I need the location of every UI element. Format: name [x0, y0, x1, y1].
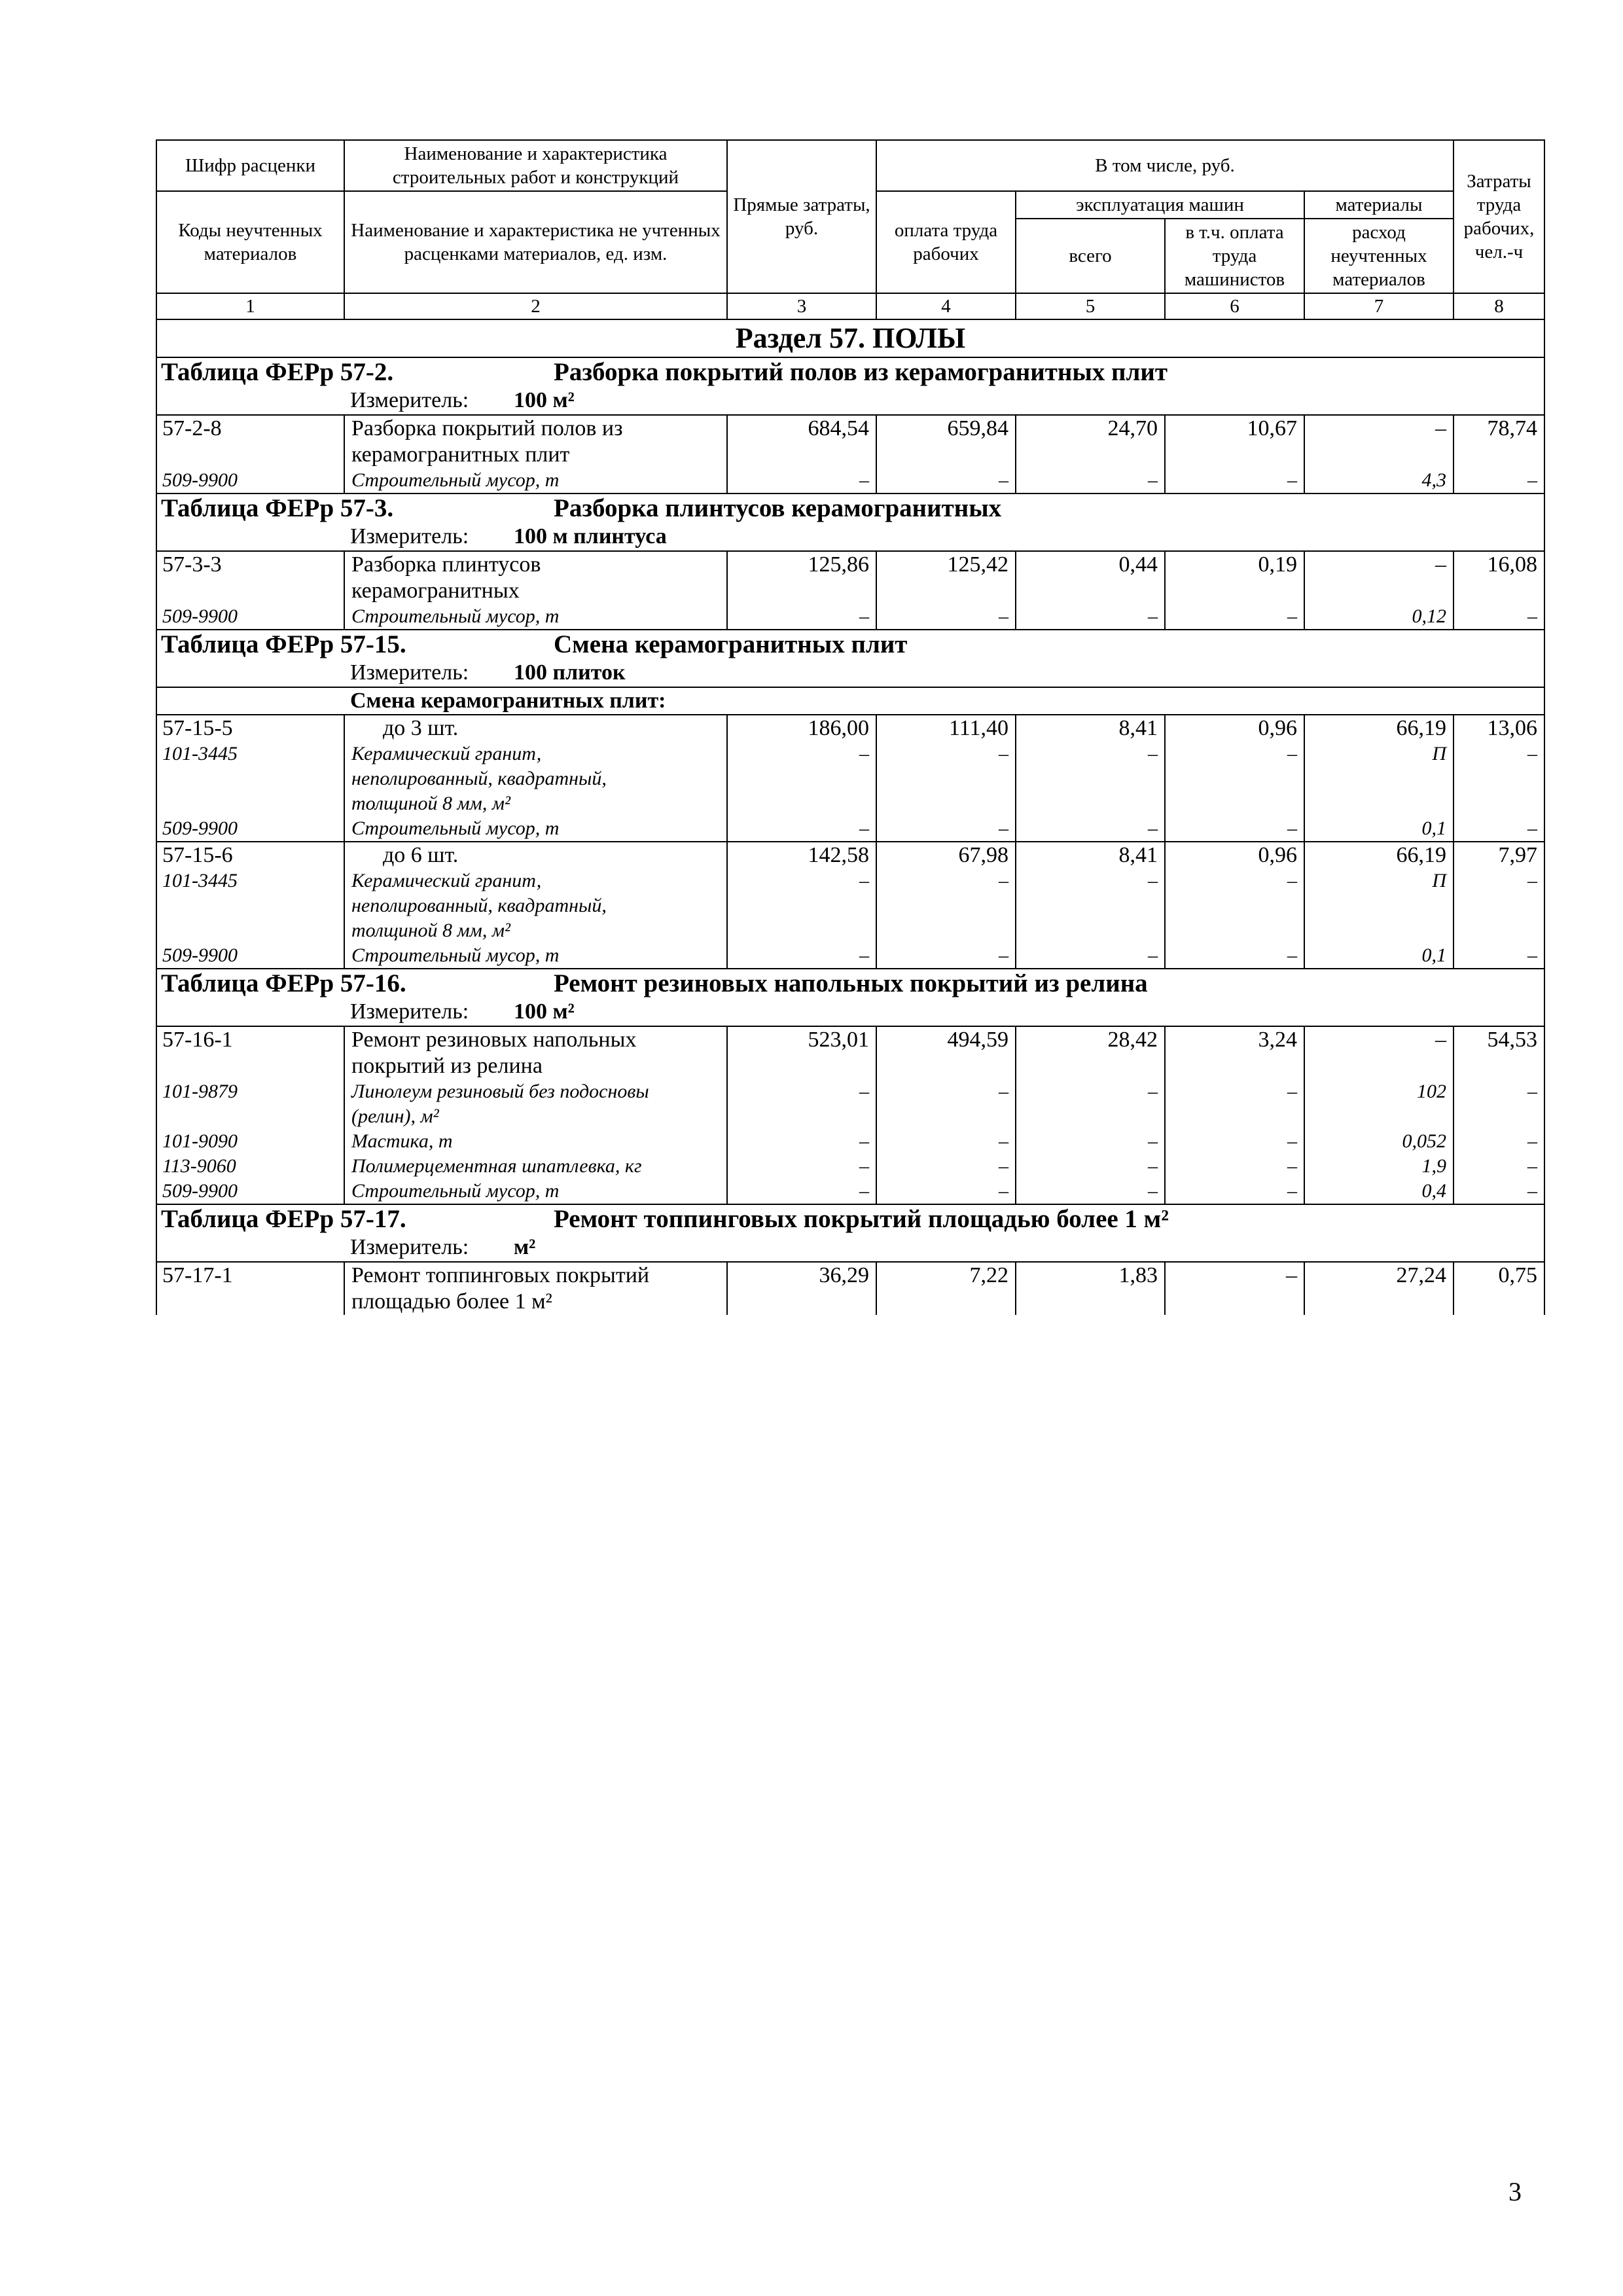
work-name: керамогранитных [344, 578, 727, 604]
value-cell: 4,3 [1304, 468, 1454, 493]
value-cell [1454, 1289, 1544, 1315]
value-cell: – [1165, 943, 1304, 969]
material-code [156, 791, 344, 816]
table-heading-row [156, 357, 1544, 415]
table-heading [156, 630, 1544, 687]
value-cell: – [727, 1179, 876, 1204]
material-code: 509-9900 [156, 816, 344, 842]
col-number: 1 [156, 293, 344, 319]
value-cell [1016, 578, 1165, 604]
value-cell [1304, 766, 1454, 791]
table-code: Таблица ФЕРр 57-2. [161, 358, 394, 386]
rate-code: 57-15-6 [156, 842, 344, 869]
value-cell [1165, 442, 1304, 468]
unit-line [157, 523, 1544, 550]
value-cell [727, 578, 876, 604]
section-title: Раздел 57. ПОЛЫ [156, 319, 1544, 357]
value-cell [1454, 1104, 1544, 1129]
material-row [156, 791, 1544, 816]
value-cell: – [876, 943, 1016, 969]
value-cell: 0,052 [1304, 1129, 1454, 1154]
material-row [156, 604, 1544, 630]
material-row [156, 893, 1544, 918]
material-name: (релин), м² [344, 1104, 727, 1129]
value-cell: – [1454, 468, 1544, 493]
work-name: до 3 шт. [344, 715, 727, 742]
material-name: Керамический гранит, [344, 742, 727, 766]
work-name: Ремонт топпинговых покрытий [344, 1262, 727, 1289]
value-cell: – [876, 1154, 1016, 1179]
rate-row [156, 842, 1544, 869]
value-cell [727, 1104, 876, 1129]
material-name: Строительный мусор, т [344, 468, 727, 493]
material-name: Мастика, т [344, 1129, 727, 1154]
rate-code: 57-16-1 [156, 1026, 344, 1053]
page-number: 3 [1508, 2177, 1522, 2206]
value-cell: 494,59 [876, 1026, 1016, 1053]
value-cell: – [876, 468, 1016, 493]
work-name: до 6 шт. [344, 842, 727, 869]
value-cell: – [876, 1129, 1016, 1154]
unit-label: Измеритель: [350, 660, 469, 685]
material-row [156, 869, 1544, 893]
material-code [156, 1104, 344, 1129]
value-cell: 8,41 [1016, 842, 1165, 869]
header-labor-pay: оплата труда рабочих [876, 191, 1016, 293]
value-cell: 16,08 [1454, 551, 1544, 578]
rate-code [156, 578, 344, 604]
value-cell: – [727, 742, 876, 766]
value-cell [876, 1289, 1016, 1315]
value-cell: 0,19 [1165, 551, 1304, 578]
value-cell [1016, 766, 1165, 791]
value-cell [727, 1289, 876, 1315]
col-number: 7 [1304, 293, 1454, 319]
value-cell: 186,00 [727, 715, 876, 742]
work-name: Разборка покрытий полов из [344, 415, 727, 442]
table-title: Ремонт резиновых напольных покрытий из релина [554, 969, 1148, 997]
unit-value: м² [514, 1235, 536, 1259]
material-row [156, 468, 1544, 493]
value-cell: 36,29 [727, 1262, 876, 1289]
header-labor-costs: Затраты труда рабочих, чел.-ч [1454, 140, 1544, 293]
value-cell [1016, 1289, 1165, 1315]
value-cell: 78,74 [1454, 415, 1544, 442]
value-cell [1165, 578, 1304, 604]
value-cell: 27,24 [1304, 1262, 1454, 1289]
material-code [156, 893, 344, 918]
value-cell [1304, 791, 1454, 816]
table-heading-row [156, 969, 1544, 1026]
table-title: Ремонт топпинговых покрытий площадью более 1 м² [554, 1205, 1169, 1233]
unit-line [157, 1234, 1544, 1261]
value-cell: 8,41 [1016, 715, 1165, 742]
value-cell [876, 766, 1016, 791]
value-cell: – [1454, 1179, 1544, 1204]
value-cell [1454, 893, 1544, 918]
material-name: Строительный мусор, т [344, 816, 727, 842]
value-cell: 125,42 [876, 551, 1016, 578]
value-cell: – [1016, 1154, 1165, 1179]
value-cell: 1,9 [1304, 1154, 1454, 1179]
value-cell: 0,4 [1304, 1179, 1454, 1204]
unit-value: 100 м² [514, 999, 575, 1024]
table-code: Таблица ФЕРр 57-3. [161, 494, 394, 522]
value-cell: – [1454, 742, 1544, 766]
work-name: керамогранитных плит [344, 442, 727, 468]
header-material-names: Наименование и характеристика не учтенных расценками материалов, ед. изм. [344, 191, 727, 293]
material-name: Полимерцементная шпатлевка, кг [344, 1154, 727, 1179]
value-cell: П [1304, 869, 1454, 893]
header-material-codes: Коды неучтенных материалов [156, 191, 344, 293]
value-cell [727, 893, 876, 918]
value-cell: 24,70 [1016, 415, 1165, 442]
value-cell [1016, 918, 1165, 943]
material-code [156, 918, 344, 943]
table-heading [156, 493, 1544, 551]
material-row [156, 1179, 1544, 1204]
material-code: 101-3445 [156, 742, 344, 766]
value-cell: – [1165, 742, 1304, 766]
value-cell: 0,1 [1304, 816, 1454, 842]
value-cell [1304, 442, 1454, 468]
value-cell: – [727, 869, 876, 893]
material-code: 509-9900 [156, 943, 344, 969]
work-name: Ремонт резиновых напольных [344, 1026, 727, 1053]
unit-line [157, 998, 1544, 1026]
material-code: 101-9090 [156, 1129, 344, 1154]
value-cell [1165, 791, 1304, 816]
material-name: Строительный мусор, т [344, 1179, 727, 1204]
work-name: площадью более 1 м² [344, 1289, 727, 1315]
value-cell [1165, 1104, 1304, 1129]
value-cell [727, 1053, 876, 1079]
value-cell [1016, 442, 1165, 468]
col-number: 5 [1016, 293, 1165, 319]
value-cell: 7,97 [1454, 842, 1544, 869]
value-cell: – [1016, 742, 1165, 766]
table-heading [156, 1204, 1544, 1262]
rate-code: 57-15-5 [156, 715, 344, 742]
value-cell: – [727, 1079, 876, 1104]
table-heading-line [157, 494, 1544, 523]
value-cell [876, 578, 1016, 604]
table-title: Разборка плинтусов керамогранитных [554, 494, 1002, 522]
value-cell: – [1304, 1026, 1454, 1053]
material-code: 101-3445 [156, 869, 344, 893]
table-heading-row [156, 630, 1544, 687]
header-direct-costs: Прямые затраты, руб. [727, 140, 876, 293]
group-title: Смена керамогранитных плит: [156, 687, 1544, 715]
value-cell: – [1016, 604, 1165, 630]
rate-row [156, 1026, 1544, 1053]
value-cell [876, 893, 1016, 918]
value-cell: – [876, 604, 1016, 630]
rate-row-continuation [156, 1289, 1544, 1315]
value-cell: – [1454, 604, 1544, 630]
value-cell: 111,40 [876, 715, 1016, 742]
table-heading-line [157, 1205, 1544, 1234]
rate-row [156, 715, 1544, 742]
material-code: 509-9900 [156, 468, 344, 493]
material-row [156, 1104, 1544, 1129]
material-row [156, 918, 1544, 943]
value-cell: – [1165, 1079, 1304, 1104]
value-cell: 67,98 [876, 842, 1016, 869]
rate-row [156, 1262, 1544, 1289]
table-header [156, 140, 1544, 319]
material-row [156, 1079, 1544, 1104]
material-row [156, 766, 1544, 791]
header-materials: материалы [1304, 191, 1454, 219]
value-cell: – [727, 1154, 876, 1179]
header-work-name: Наименование и характеристика строительных работ и конструкций [344, 140, 727, 191]
value-cell [1016, 791, 1165, 816]
value-cell: 28,42 [1016, 1026, 1165, 1053]
value-cell [1165, 1053, 1304, 1079]
rate-code: 57-3-3 [156, 551, 344, 578]
col-number: 6 [1165, 293, 1304, 319]
value-cell: 125,86 [727, 551, 876, 578]
value-cell: – [1165, 1262, 1304, 1289]
value-cell: 102 [1304, 1079, 1454, 1104]
unit-line [157, 659, 1544, 687]
value-cell: – [1454, 1129, 1544, 1154]
unit-value: 100 м плинтуса [514, 524, 667, 548]
value-cell: 523,01 [727, 1026, 876, 1053]
unit-label: Измеритель: [350, 388, 469, 412]
value-cell: – [1454, 943, 1544, 969]
rate-code: 57-17-1 [156, 1262, 344, 1289]
value-cell [1454, 442, 1544, 468]
material-row [156, 1129, 1544, 1154]
value-cell: 0,44 [1016, 551, 1165, 578]
header-including: В том числе, руб. [876, 140, 1454, 191]
material-row [156, 943, 1544, 969]
material-name: Строительный мусор, т [344, 943, 727, 969]
value-cell [1304, 1104, 1454, 1129]
unit-label: Измеритель: [350, 999, 469, 1024]
value-cell: 0,96 [1165, 842, 1304, 869]
material-name: толщиной 8 мм, м² [344, 918, 727, 943]
value-cell [1454, 918, 1544, 943]
value-cell [1304, 893, 1454, 918]
table-heading [156, 357, 1544, 415]
value-cell: – [1165, 1179, 1304, 1204]
col-number: 8 [1454, 293, 1544, 319]
value-cell: 66,19 [1304, 842, 1454, 869]
value-cell: 0,1 [1304, 943, 1454, 969]
value-cell: – [876, 1179, 1016, 1204]
table-code: Таблица ФЕРр 57-15. [161, 630, 406, 658]
col-number: 3 [727, 293, 876, 319]
material-name: неполированный, квадратный, [344, 766, 727, 791]
value-cell: – [1454, 869, 1544, 893]
rate-row-continuation [156, 442, 1544, 468]
header-machines-total: всего [1016, 219, 1165, 293]
value-cell: – [876, 816, 1016, 842]
material-name: неполированный, квадратный, [344, 893, 727, 918]
table-heading-row [156, 1204, 1544, 1262]
value-cell [1165, 1289, 1304, 1315]
table-code: Таблица ФЕРр 57-17. [161, 1205, 406, 1233]
rate-row [156, 551, 1544, 578]
table-heading-line [157, 630, 1544, 659]
value-cell: – [1165, 468, 1304, 493]
material-code: 509-9900 [156, 604, 344, 630]
col-number: 4 [876, 293, 1016, 319]
value-cell: 0,12 [1304, 604, 1454, 630]
material-code: 509-9900 [156, 1179, 344, 1204]
value-cell [1165, 893, 1304, 918]
value-cell: – [1165, 816, 1304, 842]
value-cell: 13,06 [1454, 715, 1544, 742]
value-cell: – [1454, 1079, 1544, 1104]
value-cell: – [727, 943, 876, 969]
rate-row [156, 415, 1544, 442]
value-cell [1016, 893, 1165, 918]
value-cell [876, 442, 1016, 468]
group-row [156, 687, 1544, 715]
unit-value: 100 м² [514, 388, 575, 412]
rates-table [156, 139, 1545, 1315]
value-cell: – [1454, 816, 1544, 842]
rate-row-continuation [156, 578, 1544, 604]
value-cell: – [727, 468, 876, 493]
value-cell: – [876, 742, 1016, 766]
value-cell: 1,83 [1016, 1262, 1165, 1289]
material-name: Строительный мусор, т [344, 604, 727, 630]
header-code: Шифр расценки [156, 140, 344, 191]
value-cell: – [727, 604, 876, 630]
table-title: Разборка покрытий полов из керамогранитных плит [554, 358, 1168, 386]
value-cell [727, 442, 876, 468]
value-cell: 10,67 [1165, 415, 1304, 442]
value-cell [1016, 1053, 1165, 1079]
rate-code: 57-2-8 [156, 415, 344, 442]
value-cell [1304, 578, 1454, 604]
value-cell [1454, 766, 1544, 791]
value-cell [727, 791, 876, 816]
unit-label: Измеритель: [350, 524, 469, 548]
material-name: толщиной 8 мм, м² [344, 791, 727, 816]
rate-code [156, 1289, 344, 1315]
value-cell: – [1016, 816, 1165, 842]
value-cell: – [1165, 1129, 1304, 1154]
value-cell [727, 918, 876, 943]
value-cell: – [1016, 468, 1165, 493]
table-heading-line [157, 358, 1544, 387]
value-cell [1304, 918, 1454, 943]
material-name: Керамический гранит, [344, 869, 727, 893]
value-cell: – [1016, 1079, 1165, 1104]
table-body [156, 319, 1544, 1315]
rate-code [156, 1053, 344, 1079]
value-cell: 659,84 [876, 415, 1016, 442]
table-title: Смена керамогранитных плит [554, 630, 908, 658]
value-cell: – [1165, 1154, 1304, 1179]
table-heading-row [156, 493, 1544, 551]
value-cell [1454, 578, 1544, 604]
value-cell [1165, 918, 1304, 943]
material-row [156, 742, 1544, 766]
table-code: Таблица ФЕРр 57-16. [161, 969, 406, 997]
value-cell [876, 791, 1016, 816]
material-row [156, 816, 1544, 842]
header-machines: эксплуатация машин [1016, 191, 1304, 219]
value-cell: – [1304, 415, 1454, 442]
material-code [156, 766, 344, 791]
work-name: покрытий из релина [344, 1053, 727, 1079]
unit-value: 100 плиток [514, 660, 626, 685]
value-cell: – [1454, 1154, 1544, 1179]
table-heading-line [157, 969, 1544, 998]
value-cell [1454, 791, 1544, 816]
value-cell: 66,19 [1304, 715, 1454, 742]
header-materials-unaccounted: расход неучтенных материалов [1304, 219, 1454, 293]
value-cell: – [876, 869, 1016, 893]
value-cell: – [1165, 604, 1304, 630]
value-cell: – [1016, 1129, 1165, 1154]
value-cell: – [1304, 551, 1454, 578]
value-cell: – [1016, 1179, 1165, 1204]
value-cell [876, 1053, 1016, 1079]
value-cell [1016, 1104, 1165, 1129]
value-cell: 54,53 [1454, 1026, 1544, 1053]
value-cell [727, 766, 876, 791]
value-cell [1304, 1053, 1454, 1079]
value-cell: 7,22 [876, 1262, 1016, 1289]
value-cell: – [1016, 869, 1165, 893]
material-name: Линолеум резиновый без подосновы [344, 1079, 727, 1104]
work-name: Разборка плинтусов [344, 551, 727, 578]
value-cell: 0,75 [1454, 1262, 1544, 1289]
value-cell: – [1165, 869, 1304, 893]
value-cell [1304, 1289, 1454, 1315]
value-cell: 3,24 [1165, 1026, 1304, 1053]
value-cell: – [876, 1079, 1016, 1104]
value-cell: – [1016, 943, 1165, 969]
value-cell [1165, 766, 1304, 791]
material-code: 113-9060 [156, 1154, 344, 1179]
unit-line [157, 387, 1544, 414]
value-cell: – [727, 1129, 876, 1154]
rate-row-continuation [156, 1053, 1544, 1079]
table-heading [156, 969, 1544, 1026]
value-cell: 0,96 [1165, 715, 1304, 742]
unit-label: Измеритель: [350, 1235, 469, 1259]
value-cell: 142,58 [727, 842, 876, 869]
value-cell: – [727, 816, 876, 842]
material-code: 101-9879 [156, 1079, 344, 1104]
value-cell [876, 1104, 1016, 1129]
header-machines-operators: в т.ч. оплата труда машинистов [1165, 219, 1304, 293]
col-number: 2 [344, 293, 727, 319]
material-row [156, 1154, 1544, 1179]
value-cell [876, 918, 1016, 943]
value-cell: 684,54 [727, 415, 876, 442]
value-cell [1454, 1053, 1544, 1079]
value-cell: П [1304, 742, 1454, 766]
rate-code [156, 442, 344, 468]
